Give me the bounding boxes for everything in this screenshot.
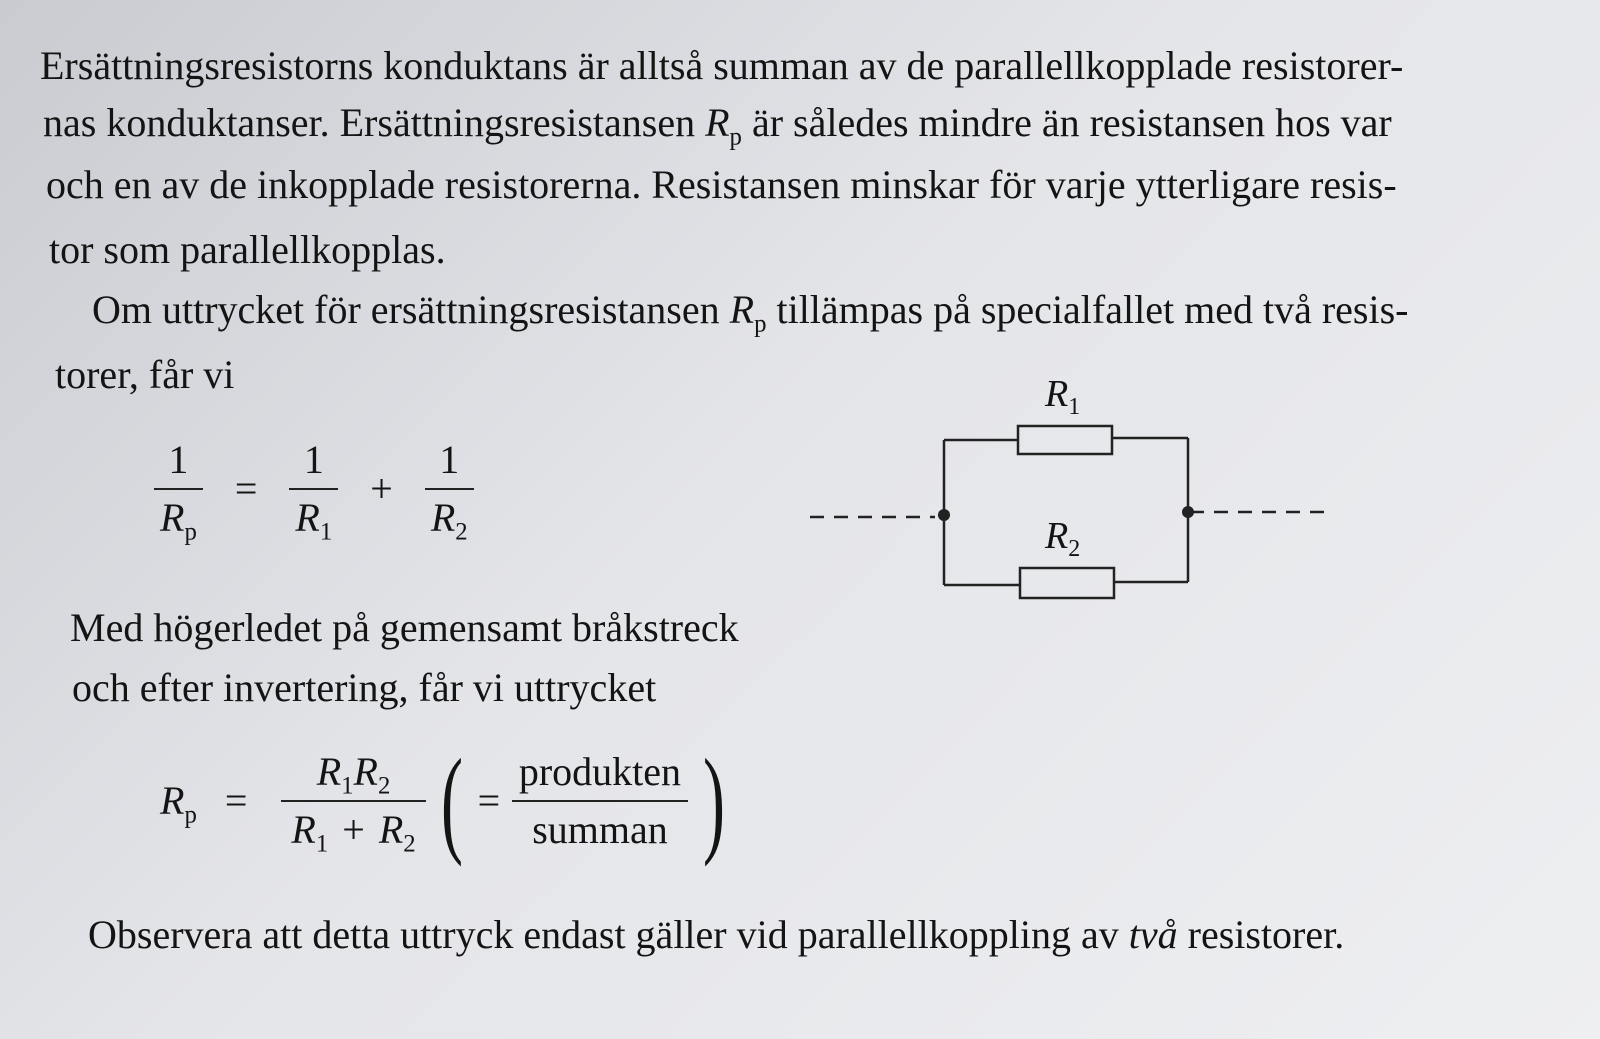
symbol-r: R (729, 287, 755, 332)
paragraph-3-line-1 (70, 605, 739, 650)
paragraph-1-line-1 (40, 43, 1404, 88)
text: tor som parallellkopplas. (49, 227, 446, 272)
left-parenthesis: ( (440, 734, 463, 867)
symbol-r: R (378, 807, 404, 852)
symbol-r: R (316, 749, 342, 794)
right-junction-dot (1182, 506, 1194, 518)
paragraph-3-line-2 (72, 665, 657, 710)
numerator-word: produkten (518, 749, 682, 794)
formula-reciprocal-sum (148, 437, 480, 546)
resistor-r1 (1018, 426, 1112, 454)
parallel-circuit-diagram (800, 360, 1360, 620)
label-r1: $R_1$ (1045, 373, 1081, 420)
text: Observera att detta uttryck endast gäller vid parallellkoppling av (88, 912, 1129, 957)
plus-sign: + (370, 466, 393, 511)
denominator (281, 800, 425, 858)
paragraph-1-line-3 (46, 162, 1397, 207)
symbol-r: R (160, 495, 185, 540)
right-parenthesis: ) (702, 734, 725, 867)
text: tillämpas på specialfallet med två resis- (766, 287, 1409, 332)
text: nas konduktanser. Ersättningsresistansen (43, 100, 706, 145)
text: torer, får vi (55, 352, 235, 397)
symbol-r: R (705, 100, 730, 145)
text: är således mindre än resistansen hos var (741, 100, 1392, 145)
text: och efter invertering, får vi uttrycket (72, 665, 657, 710)
lhs-rp (160, 778, 197, 829)
numerator: 1 (439, 437, 460, 482)
symbol-r: R (353, 749, 378, 794)
subscript-p: p (184, 801, 197, 829)
text: och en av de inkopplade resistorerna. Resistansen minskar för varje ytterligare resis- (46, 162, 1397, 207)
equals-sign: = (477, 778, 501, 823)
conclusion-line (88, 912, 1345, 957)
subscript-p: p (754, 310, 767, 338)
numerator: 1 (303, 437, 324, 482)
subscript-p: p (184, 518, 197, 546)
denominator-word: summan (512, 800, 688, 850)
symbol-r: R (291, 807, 316, 852)
text: Om uttrycket för ersättningsresistansen (92, 287, 730, 332)
text: resistorer. (1177, 912, 1345, 957)
subscript-1: 1 (315, 830, 329, 858)
subscript-2: 2 (455, 518, 468, 546)
paragraph-2-line-2 (55, 352, 235, 397)
subscript-p: p (729, 123, 742, 151)
symbol-r: R (430, 495, 456, 540)
fraction-one-over-r2 (425, 437, 474, 546)
emphasis-two: två (1128, 912, 1178, 957)
text: Ersättningsresistorns konduktans är alltså summan av de parallellkopplade resistorer- (40, 43, 1404, 88)
fraction-one-over-r1 (289, 437, 338, 546)
symbol-r: R (160, 778, 185, 823)
subscript-1: 1 (319, 518, 333, 546)
left-junction-dot (938, 509, 950, 521)
equals-sign: = (224, 778, 248, 823)
denominator (289, 488, 338, 546)
text: Med högerledet på gemensamt bråkstreck (70, 605, 739, 650)
label-r2: $R_2$ (1045, 515, 1081, 562)
numerator: 1 (168, 437, 189, 482)
subscript-2: 2 (377, 772, 391, 800)
denominator (154, 488, 203, 546)
subscript-1: 1 (341, 772, 354, 800)
fraction-r1r2-over-sum (281, 749, 425, 858)
paragraph-2-line-1 (92, 287, 1409, 338)
denominator (425, 488, 474, 546)
formula-product-over-sum (160, 734, 734, 867)
paragraph-1-line-4 (49, 227, 446, 272)
fraction-one-over-rp (154, 437, 203, 546)
subscript-2: 2 (403, 830, 416, 858)
plus-sign: + (342, 807, 365, 852)
fraction-produkten-over-summan (512, 749, 688, 852)
resistor-r2 (1020, 568, 1114, 598)
symbol-r: R (295, 495, 320, 540)
equals-sign: = (234, 466, 258, 511)
paragraph-1-line-2 (43, 100, 1392, 151)
numerator (293, 749, 415, 800)
